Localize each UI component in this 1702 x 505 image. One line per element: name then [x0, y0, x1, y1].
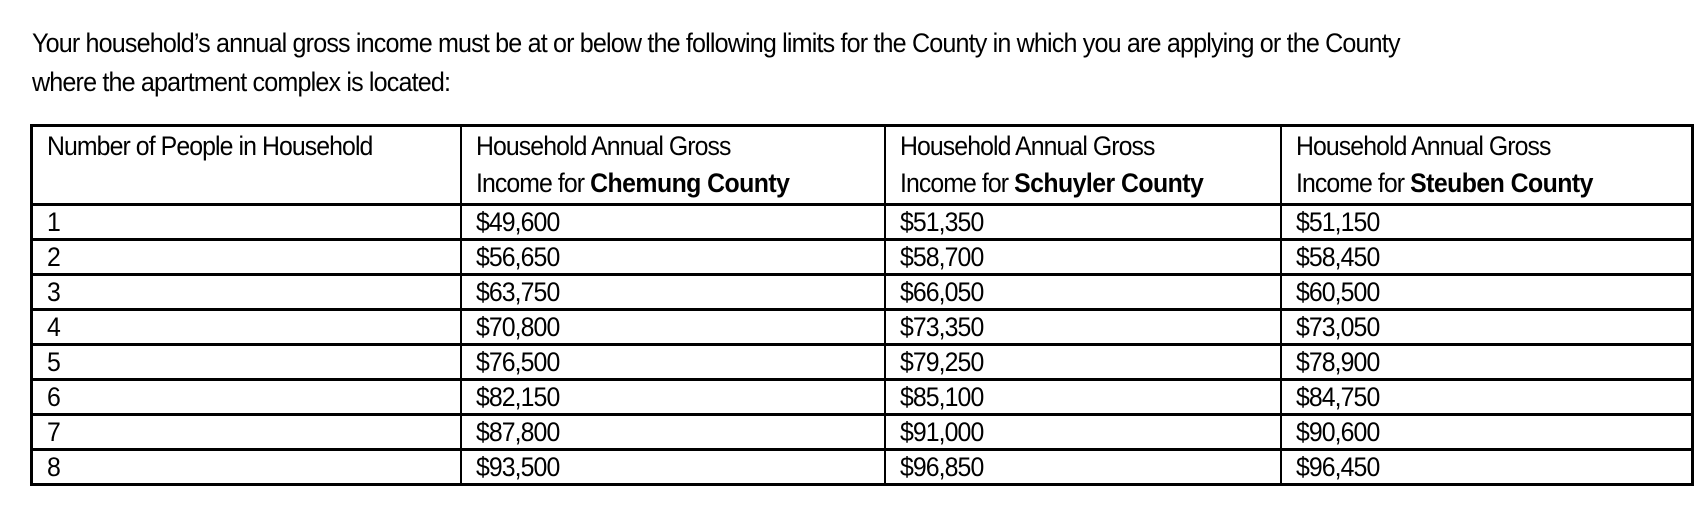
- chemung-income-value: $76,500: [475, 347, 559, 377]
- cell-household-size: [32, 275, 461, 310]
- header-steuben-line2: [1296, 165, 1593, 202]
- header-household-size: [32, 126, 461, 205]
- income-limits-table: [30, 124, 1694, 486]
- cell-chemung-income: [461, 240, 885, 275]
- cell-chemung-income: [461, 450, 885, 485]
- cell-schuyler-income: [885, 345, 1281, 380]
- header-schuyler-county: [885, 126, 1281, 205]
- household-size-value: 7: [47, 417, 60, 447]
- table-row: [32, 345, 1693, 380]
- cell-household-size: [32, 205, 461, 240]
- cell-chemung-income: [461, 380, 885, 415]
- cell-steuben-income: [1281, 205, 1693, 240]
- cell-schuyler-income: [885, 380, 1281, 415]
- cell-chemung-income: [461, 310, 885, 345]
- table-row: [32, 275, 1693, 310]
- household-size-value: 2: [47, 242, 60, 272]
- schuyler-income-value: $73,350: [899, 312, 983, 342]
- chemung-income-value: $93,500: [475, 452, 559, 482]
- table-row: [32, 415, 1693, 450]
- steuben-income-value: $58,450: [1295, 242, 1379, 272]
- household-size-value: 3: [47, 277, 60, 307]
- household-size-value: 4: [47, 312, 60, 342]
- steuben-income-value: $60,500: [1295, 277, 1379, 307]
- header-household-size-label: Number of People in Household: [47, 131, 373, 161]
- cell-chemung-income: [461, 275, 885, 310]
- cell-steuben-income: [1281, 240, 1693, 275]
- header-schuyler-line1: Household Annual Gross: [899, 131, 1155, 161]
- table-row: [32, 240, 1693, 275]
- chemung-income-value: $70,800: [475, 312, 559, 342]
- cell-chemung-income: [461, 345, 885, 380]
- table-row: [32, 380, 1693, 415]
- schuyler-income-value: $85,100: [899, 382, 983, 412]
- household-size-value: 8: [47, 452, 60, 482]
- header-chemung-county-name: Chemung County: [589, 168, 789, 198]
- cell-steuben-income: [1281, 310, 1693, 345]
- cell-steuben-income: [1281, 450, 1693, 485]
- table-row: [32, 310, 1693, 345]
- schuyler-income-value: $66,050: [899, 277, 983, 307]
- header-schuyler-line2: [900, 165, 1203, 202]
- chemung-income-value: $63,750: [475, 277, 559, 307]
- steuben-income-value: $90,600: [1295, 417, 1379, 447]
- cell-steuben-income: [1281, 415, 1693, 450]
- household-size-value: 6: [47, 382, 60, 412]
- cell-household-size: [32, 345, 461, 380]
- chemung-income-value: $56,650: [475, 242, 559, 272]
- header-chemung-county: [461, 126, 885, 205]
- chemung-income-value: $87,800: [475, 417, 559, 447]
- schuyler-income-value: $96,850: [899, 452, 983, 482]
- table-row: [32, 450, 1693, 485]
- intro-line-2: where the apartment complex is located:: [32, 67, 451, 97]
- cell-household-size: [32, 415, 461, 450]
- steuben-income-value: $51,150: [1295, 207, 1379, 237]
- cell-chemung-income: [461, 415, 885, 450]
- header-schuyler-county-name: Schuyler County: [1013, 168, 1203, 198]
- cell-steuben-income: [1281, 380, 1693, 415]
- chemung-income-value: $49,600: [475, 207, 559, 237]
- cell-schuyler-income: [885, 450, 1281, 485]
- steuben-income-value: $78,900: [1295, 347, 1379, 377]
- cell-household-size: [32, 240, 461, 275]
- cell-schuyler-income: [885, 415, 1281, 450]
- header-chemung-line2: [476, 165, 789, 202]
- table-row: [32, 205, 1693, 240]
- steuben-income-value: $73,050: [1295, 312, 1379, 342]
- schuyler-income-value: $58,700: [899, 242, 983, 272]
- header-schuyler-prefix: Income for: [899, 168, 1014, 198]
- cell-steuben-income: [1281, 275, 1693, 310]
- schuyler-income-value: $51,350: [899, 207, 983, 237]
- household-size-value: 5: [47, 347, 60, 377]
- header-chemung-prefix: Income for: [475, 168, 590, 198]
- steuben-income-value: $84,750: [1295, 382, 1379, 412]
- intro-line-1: Your household’s annual gross income must be at or below the following limits for the County in which you are applying or the County: [32, 28, 1400, 58]
- cell-household-size: [32, 380, 461, 415]
- header-steuben-line1: Household Annual Gross: [1295, 131, 1551, 161]
- header-chemung-line1: Household Annual Gross: [475, 131, 731, 161]
- schuyler-income-value: $91,000: [899, 417, 983, 447]
- table-header-row: [32, 126, 1693, 205]
- cell-schuyler-income: [885, 310, 1281, 345]
- cell-household-size: [32, 310, 461, 345]
- header-steuben-county-name: Steuben County: [1409, 168, 1593, 198]
- household-size-value: 1: [47, 207, 60, 237]
- steuben-income-value: $96,450: [1295, 452, 1379, 482]
- chemung-income-value: $82,150: [475, 382, 559, 412]
- header-steuben-prefix: Income for: [1295, 168, 1410, 198]
- cell-schuyler-income: [885, 275, 1281, 310]
- cell-schuyler-income: [885, 205, 1281, 240]
- cell-household-size: [32, 450, 461, 485]
- header-steuben-county: [1281, 126, 1693, 205]
- cell-steuben-income: [1281, 345, 1693, 380]
- cell-chemung-income: [461, 205, 885, 240]
- intro-paragraph: [32, 24, 1585, 102]
- schuyler-income-value: $79,250: [899, 347, 983, 377]
- cell-schuyler-income: [885, 240, 1281, 275]
